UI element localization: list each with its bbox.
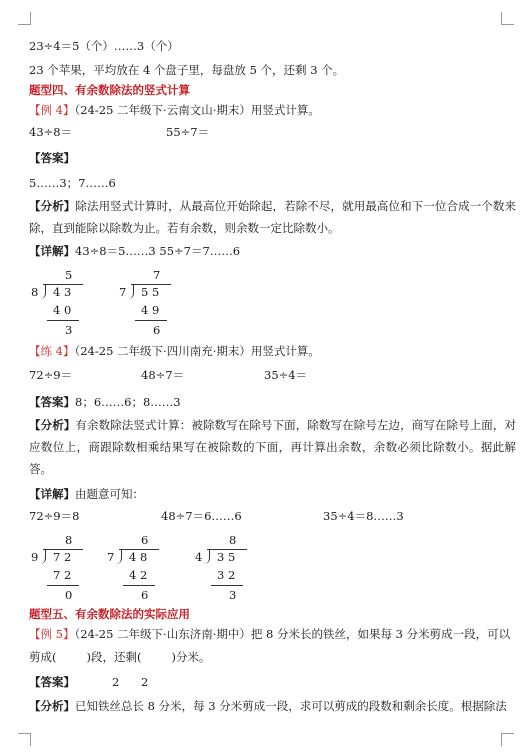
division-bracket: [203, 549, 210, 564]
division-bracket: [39, 284, 46, 299]
example5-analysis: [29, 698, 507, 714]
crop-mark-top-left: [18, 12, 31, 25]
practice4-q3: 35÷4＝: [264, 368, 308, 382]
example5-text-c: )分米。: [171, 650, 211, 664]
quotient: 5: [65, 268, 73, 282]
practice4-r3: 35÷4＝8……3: [323, 509, 404, 523]
practice4-r2: 48÷7＝6……6: [161, 509, 242, 523]
long-division-48-7: [105, 533, 165, 605]
product: 4 2: [129, 568, 148, 582]
practice4-heading: [29, 343, 320, 359]
dividend: 5 5: [141, 285, 160, 299]
subtraction-line: [211, 585, 243, 586]
subtraction-line: [123, 585, 155, 586]
divisor: 4: [195, 550, 203, 564]
example4-detail-tag: 【详解】: [29, 244, 75, 258]
example4-analysis-tag: 【分析】: [29, 199, 76, 213]
prev-equation: 23÷4＝5（个）……3（个）: [29, 39, 179, 53]
example5-analysis-tag: 【分析】: [29, 699, 75, 713]
example4-detail-text: 43÷8＝5……3 55÷7＝7……6: [75, 244, 241, 258]
example4-analysis: [29, 195, 516, 239]
section4-title: 题型四、有余数除法的竖式计算: [29, 83, 190, 97]
dividend: 7 2: [53, 550, 72, 564]
quotient: 8: [65, 533, 73, 547]
dividend: 3 5: [217, 550, 236, 564]
dividend: 4 8: [129, 550, 148, 564]
example4-answer-tag: 【答案】: [29, 151, 75, 165]
subtraction-line: [47, 585, 79, 586]
example5-text-a: 剪成(: [29, 650, 57, 664]
remainder: 6: [153, 323, 161, 337]
example5-heading: [29, 626, 510, 642]
practice4-tag: 【练 4】: [29, 344, 75, 358]
example4-answer: 5……3；7……6: [29, 176, 116, 190]
remainder: 3: [229, 588, 237, 602]
example5-answer: [29, 674, 329, 690]
example4-q2: 55÷7＝: [166, 125, 210, 139]
product: 4 9: [141, 303, 160, 317]
long-division-35-4: [193, 533, 253, 605]
prev-conclusion: 23 个苹果，平均放在 4 个盘子里，每盘放 5 个，还剩 3 个。: [29, 63, 345, 77]
example5-tag: 【例 5】: [29, 627, 75, 641]
practice4-results: [29, 508, 516, 524]
practice4-detail: [29, 486, 144, 502]
practice4-answer-tag: 【答案】: [29, 395, 75, 409]
section5-title: 题型五、有余数除法的实际应用: [29, 607, 190, 621]
practice4-r1: 72÷9＝8: [29, 509, 80, 523]
practice4-detail-intro: 由题意可知：: [75, 487, 144, 501]
divisor: 9: [31, 550, 39, 564]
example5-answer-2: 2: [141, 675, 149, 689]
long-division-55-7: [117, 268, 177, 340]
example4-q1: 43÷8＝: [29, 125, 73, 139]
remainder: 6: [141, 588, 149, 602]
example5-analysis-text: 已知铁丝总长 8 分米，每 3 分米剪成一段，求可以剪成的段数和剩余长度。根据除法: [75, 699, 507, 713]
example5-answer-tag: 【答案】: [29, 675, 75, 689]
example4-source: （24-25 二年级下·云南文山·期末）用竖式计算。: [74, 103, 320, 117]
example5-source: （24-25 二年级下·山东济南·期中）把 8 分米长的铁丝，如果每 3 分米剪成一段，可以: [74, 627, 511, 641]
crop-mark-bottom-left: [18, 733, 31, 746]
practice4-detail-tag: 【详解】: [29, 487, 75, 501]
practice4-analysis-tag: 【分析】: [29, 418, 76, 432]
practice4-q2: 48÷7＝: [141, 368, 185, 382]
subtraction-line: [47, 320, 79, 321]
division-bracket: [39, 549, 46, 564]
practice4-answer: [29, 394, 181, 410]
crop-mark-top-right: [501, 12, 514, 25]
remainder: 3: [65, 323, 73, 337]
long-division-72-9: [29, 533, 89, 605]
divisor: 7: [119, 285, 127, 299]
example4-analysis-text: 除法用竖式计算时，从最高位开始除起，若除不尽，就用最高位和下一位合成一个数来除，直到能除以除数为止。若有余数，则余数一定比除数小。: [29, 199, 516, 235]
division-bracket: [127, 284, 134, 299]
example4-heading: [29, 102, 320, 118]
divisor: 7: [107, 550, 115, 564]
example4-detail: [29, 243, 240, 259]
long-division-43-8: [29, 268, 89, 340]
crop-mark-bottom-right: [501, 733, 514, 746]
example5-question-line2: [29, 649, 210, 665]
product: 7 2: [53, 568, 72, 582]
practice4-source: （24-25 二年级下·四川南充·期末）用竖式计算。: [74, 344, 320, 358]
example5-answer-1: 2: [112, 675, 120, 689]
subtraction-line: [135, 320, 167, 321]
product: 3 2: [217, 568, 236, 582]
quotient: 8: [229, 533, 237, 547]
example4-tag: 【例 4】: [29, 103, 75, 117]
example4-questions: [29, 124, 210, 140]
product: 4 0: [53, 303, 72, 317]
divisor: 8: [31, 285, 39, 299]
remainder: 0: [65, 588, 73, 602]
practice4-analysis-text: 有余数除法竖式计算：被除数写在除号下面，除数写在除号左边，商写在除号上面，对应数位上，商跟除数相乘结果写在被除数的下面，再计算出余数，余数必须比除数小。据此解答。: [29, 418, 516, 476]
practice4-answer-text: 8；6……6；8……3: [75, 395, 181, 409]
example5-text-b: )段，还剩(: [86, 650, 142, 664]
practice4-questions: [29, 367, 516, 383]
practice4-analysis: [29, 414, 516, 480]
dividend: 4 3: [53, 285, 72, 299]
quotient: 7: [153, 268, 161, 282]
quotient: 6: [141, 533, 149, 547]
division-bracket: [115, 549, 122, 564]
practice4-q1: 72÷9＝: [29, 368, 73, 382]
